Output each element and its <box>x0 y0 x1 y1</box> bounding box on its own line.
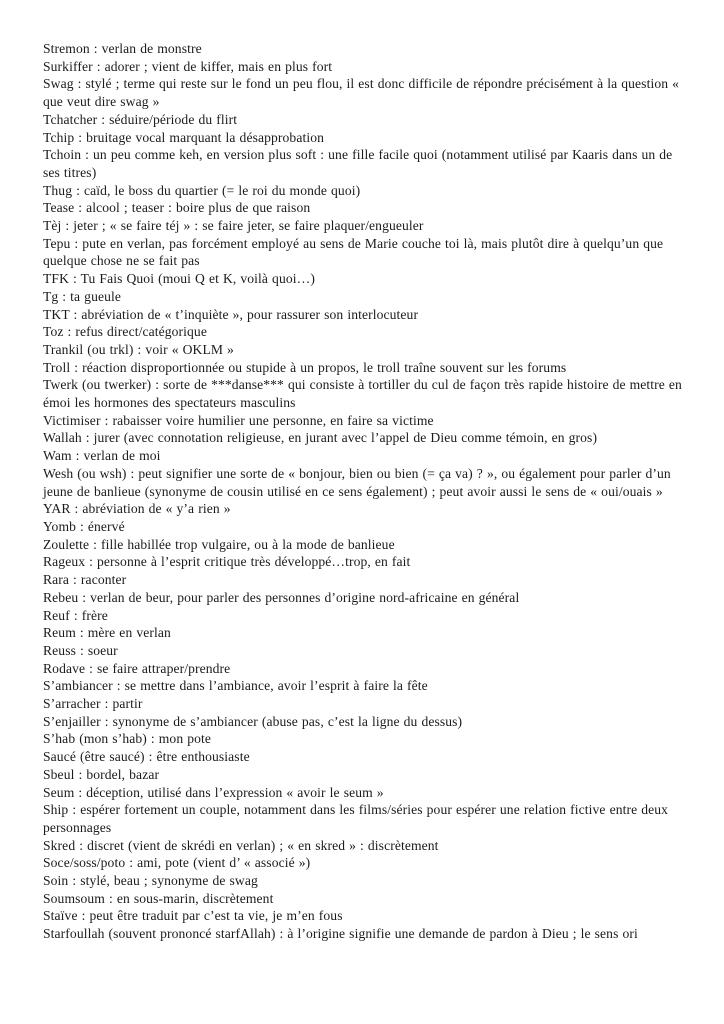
glossary-entry: Staïve : peut être traduit par c’est ta vie, je m’en fous <box>43 908 343 924</box>
glossary-entry: S’enjailler : synonyme de s’ambiancer (abuse pas, c’est la ligne du dessus) <box>43 713 463 729</box>
glossary-entry: Toz : refus direct/catégorique <box>43 324 207 340</box>
glossary-entry: Tease : alcool ; teaser : boire plus de que raison <box>43 200 311 216</box>
glossary-entry: Soumsoum : en sous-marin, discrètement <box>43 890 274 906</box>
glossary-entry: Tchatcher : séduire/période du flirt <box>43 111 238 127</box>
glossary-entry: Reuf : frère <box>43 607 108 623</box>
glossary-entry: Tchip : bruitage vocal marquant la désapprobation <box>43 129 324 145</box>
glossary-entry: Thug : caïd, le boss du quartier (= le roi du monde quoi) <box>43 182 361 198</box>
glossary-entry: Reuss : soeur <box>43 642 118 658</box>
glossary-entry: S’arracher : partir <box>43 696 143 712</box>
glossary-entry: Wallah : jurer (avec connotation religieuse, en jurant avec l’appel de Dieu comme témoin, en gros) <box>43 430 598 446</box>
glossary-entry: Rageux : personne à l’esprit critique très développé…trop, en fait <box>43 554 411 570</box>
glossary-entry: Twerk (ou twerker) : sorte de ***danse*** qui consiste à tortiller du cul de façon très rapide histoire de mettre en émoi les hormones des spectateurs masculins <box>43 377 682 411</box>
glossary-entry: Yomb : énervé <box>43 518 125 534</box>
glossary-entry: S’ambiancer : se mettre dans l’ambiance, avoir l’esprit à faire la fête <box>43 678 428 694</box>
glossary-entry: Rara : raconter <box>43 572 127 588</box>
glossary-entry: Tepu : pute en verlan, pas forcément employé au sens de Marie couche toi là, mais plutôt dire à quelqu’un que quelque chose ne se fait pas <box>43 235 664 269</box>
glossary-entry: Rebeu : verlan de beur, pour parler des personnes d’origine nord-africaine en général <box>43 589 520 605</box>
glossary-list <box>43 40 688 943</box>
glossary-entry: Sbeul : bordel, bazar <box>43 766 160 782</box>
glossary-entry: Tèj : jeter ; « se faire téj » : se faire jeter, se faire plaquer/engueuler <box>43 218 424 234</box>
glossary-entry: TFK : Tu Fais Quoi (moui Q et K, voilà quoi…) <box>43 271 315 287</box>
glossary-entry: Saucé (être saucé) : être enthousiaste <box>43 749 250 765</box>
glossary-entry: YAR : abréviation de « y’a rien » <box>43 501 231 517</box>
glossary-entry: Wesh (ou wsh) : peut signifier une sorte de « bonjour, bien ou bien (= ça va) ? », ou également pour parler d’un jeune de banlieue (synonyme de cousin utilisé en ce sens également) ; peut avoir aussi le sens de « oui/ouais » <box>43 465 671 499</box>
glossary-entry: Seum : déception, utilisé dans l’expression « avoir le seum » <box>43 784 384 800</box>
glossary-entry: Ship : espérer fortement un couple, notamment dans les films/séries pour espérer une relation fictive entre deux personnages <box>43 802 669 835</box>
glossary-entry: Wam : verlan de moi <box>43 448 161 464</box>
glossary-entry: Victimiser : rabaisser voire humilier une personne, en faire sa victime <box>43 412 434 428</box>
glossary-entry: Skred : discret (vient de skrédi en verlan) ; « en skred » : discrètement <box>43 837 439 853</box>
glossary-entry: Zoulette : fille habillée trop vulgaire, ou à la mode de banlieue <box>43 536 395 552</box>
glossary-entry: Troll : réaction disproportionnée ou stupide à un propos, le troll traîne souvent sur les forums <box>43 359 567 375</box>
glossary-entry: Trankil (ou trkl) : voir « OKLM » <box>43 341 234 357</box>
glossary-entry: Surkiffer : adorer ; vient de kiffer, mais en plus fort <box>43 58 333 74</box>
glossary-entry: TKT : abréviation de « t’inquiète », pour rassurer son interlocuteur <box>43 306 419 322</box>
glossary-entry: Swag : stylé ; terme qui reste sur le fond un peu flou, il est donc difficile de répondre précisément à la question « que veut dire swag » <box>43 76 680 110</box>
glossary-entry: Stremon : verlan de monstre <box>43 41 202 56</box>
glossary-entry: S’hab (mon s’hab) : mon pote <box>43 731 212 747</box>
glossary-entry: Tchoin : un peu comme keh, en version plus soft : une fille facile quoi (notamment utilisé par Kaaris dans un de ses titres) <box>43 147 673 180</box>
glossary-entry: Reum : mère en verlan <box>43 625 171 641</box>
glossary-entry: Tg : ta gueule <box>43 288 122 304</box>
glossary-entry: Rodave : se faire attraper/prendre <box>43 660 231 676</box>
glossary-entry: Starfoullah (souvent prononcé starfAllah) : à l’origine signifie une demande de pardon à Dieu ; le sens ori <box>43 926 638 942</box>
glossary-entry: Soce/soss/poto : ami, pote (vient d’ « associé ») <box>43 855 311 871</box>
glossary-entry: Soin : stylé, beau ; synonyme de swag <box>43 873 258 889</box>
